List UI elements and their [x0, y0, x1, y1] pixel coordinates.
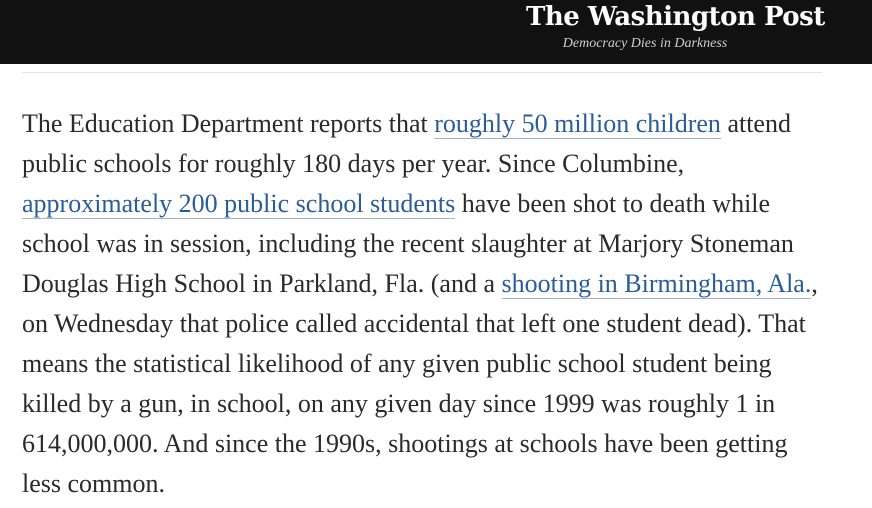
- link-50-million-children[interactable]: roughly 50 million children: [434, 109, 721, 138]
- article-text-2: attend public schools for roughly 180 days per year. Since Columbine,: [22, 109, 791, 178]
- link-200-public-school-students[interactable]: approximately 200 public school students: [22, 189, 456, 218]
- article-text-4: , on Wednesday that police called accidental that left one student dead). That means the statistical likelihood of any given public school student being killed by a gun, in school, on any given day since 1999 was roughly 1 in 614,000,000. And since the 1990s, shootings at schools have been getting less common.: [22, 269, 818, 498]
- link-shooting-in-birmingham[interactable]: shooting in Birmingham, Ala.: [501, 269, 812, 298]
- header-divider: [22, 72, 822, 73]
- site-header: [0, 0, 872, 64]
- site-tagline: Democracy Dies in Darkness: [562, 36, 728, 51]
- article-text-3: have been shot to death while school was in session, including the recent slaughter at Marjory Stoneman Douglas High School in Parkland, Fla. (and a: [22, 189, 794, 298]
- article-paragraph: [22, 104, 822, 504]
- article-text-1: The Education Department reports that: [22, 109, 435, 138]
- washington-post-logo[interactable]: The Washington Post: [526, 2, 825, 32]
